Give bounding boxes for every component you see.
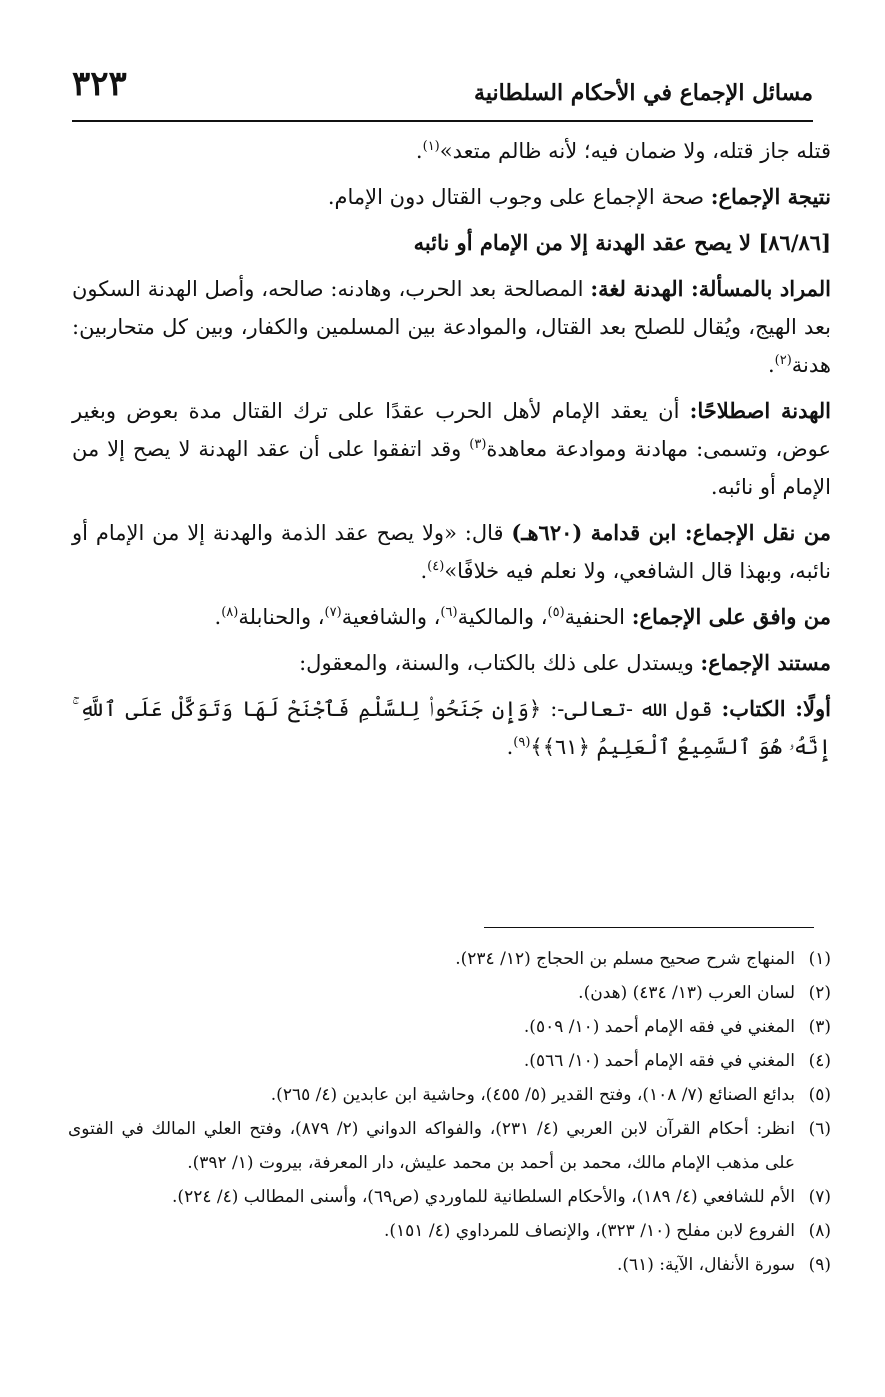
footnote-ref: (٣): [469, 437, 487, 452]
footnote-divider: [484, 927, 814, 928]
label: من وافق على الإجماع:: [631, 604, 831, 629]
footnote-number: (٤): [808, 1051, 831, 1071]
label: الهدنة لغة:: [590, 276, 691, 301]
text: قتله جاز قتله، ولا ضمان فيه؛ لأنه ظالم متعد»: [439, 139, 831, 163]
paragraph: [72, 392, 831, 506]
paragraph: قتله جاز قتله، ولا ضمان فيه؛ لأنه ظالم متعد»$^{(١)}$.: [415, 139, 831, 163]
text: ويستدل على ذلك بالكتاب، والسنة، والمعقول:: [299, 651, 701, 675]
text: ، والشافعية: [341, 605, 441, 629]
footnote-ref: (٢): [774, 353, 792, 368]
text: ، والمالكية: [457, 605, 548, 629]
footnote-ref: (٦): [440, 605, 458, 620]
footnote-number: (٧): [808, 1187, 831, 1207]
footnote-ref: (٤): [427, 559, 445, 574]
text: صحة الإجماع على وجوب القتال دون الإمام.: [327, 185, 711, 209]
label: نتيجة الإجماع:: [710, 184, 831, 209]
footnote: [68, 1010, 831, 1044]
label: من نقل الإجماع: ابن قدامة (٦٢٠هـ): [511, 520, 832, 545]
footnote-text: المغني في فقه الإمام أحمد (١٠/ ٥٦٦).: [523, 1051, 795, 1071]
paragraph: أولًا: الكتاب: قول الله -تعالى-: ﴿وَإِن جَنَحُوا۟ لِلسَّلْمِ فَٱجْنَحْ لَهَا وَتَوَكَّلْ عَلَى ٱللَّهِ ۚ إِنَّهُۥ هُوَ ٱلسَّمِيعُ ٱلْعَلِيمُ ﴿٦١﴾﴾$^{(٩)}$.: [72, 696, 831, 759]
footnote: [68, 1180, 831, 1214]
text: الحنفية: [564, 605, 632, 629]
footnote-ref: (١): [422, 139, 440, 154]
footnote: [68, 1112, 831, 1180]
footnote-text: لسان العرب (١٣/ ٤٣٤) (هدن).: [578, 983, 795, 1003]
footnote-text: سورة الأنفال، الآية: (٦١).: [616, 1255, 795, 1275]
text: وقد اتفقوا على أن عقد الهدنة لا يصح إلا من الإمام أو نائبه.: [72, 437, 831, 499]
footnote-text: المنهاج شرح صحيح مسلم بن الحجاج (١٢/ ٢٣٤).: [455, 949, 795, 969]
footnote-text: الفروع لابن مفلح (١٠/ ٣٢٣)، والإنصاف للمرداوي (٤/ ١٥١).: [383, 1221, 795, 1241]
footnote-number: (٥): [808, 1085, 831, 1105]
label: الهدنة اصطلاحًا:: [689, 398, 832, 423]
text: ، والحنابلة: [238, 605, 325, 629]
section-heading: [٨٦/٨٦] لا يصح عقد الهدنة إلا من الإمام أو نائبه: [413, 230, 831, 255]
quran-verse: قول الله -تعالى-: ﴿وَإِن جَنَحُوا۟ لِلسَّلْمِ فَٱجْنَحْ لَهَا وَتَوَكَّلْ عَلَى ٱللَّهِ ۚ إِنَّهُۥ هُوَ ٱلسَّمِيعُ ٱلْعَلِيمُ ﴿٦١﴾﴾: [72, 697, 831, 759]
text: أن يعقد الإمام لأهل الحرب عقدًا على ترك القتال مدة بعوض وبغير عوض، وتسمى: مهادنة وموادعة معاهدة: [72, 399, 832, 461]
footnote-ref: (٥): [547, 605, 565, 620]
footnote-text: المغني في فقه الإمام أحمد (١٠/ ٥٠٩).: [523, 1017, 795, 1037]
footnote-number: (١): [808, 949, 831, 969]
footnote: [68, 1248, 831, 1282]
paragraph: من نقل الإجماع: ابن قدامة (٦٢٠هـ) قال: «ولا يصح عقد الذمة والهدنة إلا من الإمام أو نائبه، وبهذا قال الشافعي، ولا نعلم فيه خلافًا»$^{(٤)}$.: [72, 520, 832, 583]
text: المصالحة بعد الحرب، وهادنه: صالحه، وأصل الهدنة السكون بعد الهيج، ويُقال للصلح بعد القتال، والموادعة بين المسلمين والكفار، وبين كل متحاربين: هدنة: [72, 277, 831, 377]
page-number: ٣٢٣: [72, 64, 127, 104]
footnote-text: الأم للشافعي (٤/ ١٨٩)، والأحكام السلطانية للماوردي (ص٦٩)، وأسنى المطالب (٤/ ٢٢٤).: [172, 1187, 795, 1207]
footnote: [68, 976, 831, 1010]
footnote-number: (٣): [808, 1017, 831, 1037]
paragraph: من وافق على الإجماع: الحنفية$^{(٥)}$، والمالكية$^{(٦)}$، والشافعية$^{(٧)}$، والحنابلة$^{(٨)}$.: [214, 604, 831, 629]
main-text: [72, 132, 831, 774]
footnote-number: (٦): [808, 1119, 831, 1139]
running-title: مسائل الإجماع في الأحكام السلطانية: [474, 80, 813, 106]
paragraph: المراد بالمسألة: الهدنة لغة: المصالحة بعد الحرب، وهادنه: صالحه، وأصل الهدنة السكون بعد الهيج، ويُقال للصلح بعد القتال، والموادعة بين المسلمين والكفار، وبين كل متحاربين: هدنة$^{(٢)}$.: [72, 276, 832, 377]
footnote: [68, 942, 831, 976]
footnote-text: انظر: أحكام القرآن لابن العربي (٤/ ٢٣١)، والفواكه الدواني (٢/ ٨٧٩)، وفتح العلي المالك في الفتوى على مذهب الإمام مالك، محمد بن أحمد بن محمد عليش، دار المعرفة، بيروت (١/ ٣٩٢).: [68, 1119, 796, 1173]
paragraph: [72, 178, 831, 216]
footnote-number: (٨): [808, 1221, 831, 1241]
footnote-ref: (٧): [324, 605, 342, 620]
footnote: [68, 1214, 831, 1248]
paragraph: [72, 644, 831, 682]
footnote-number: (٢): [808, 983, 831, 1003]
text: قال: «ولا يصح عقد الذمة والهدنة إلا من الإمام أو نائبه، وبهذا قال الشافعي، ولا نعلم فيه خلافًا»: [72, 521, 831, 583]
footnote: [68, 1044, 831, 1078]
footnote-ref: (٨): [221, 605, 239, 620]
footnote: [68, 1078, 831, 1112]
footnotes: [68, 942, 831, 1282]
footnote-text: بدائع الصنائع (٧/ ١٠٨)، وفتح القدير (٥/ ٤٥٥)، وحاشية ابن عابدين (٤/ ٢٦٥).: [270, 1085, 795, 1105]
label: أولًا: الكتاب:: [721, 696, 831, 721]
label: مستند الإجماع:: [700, 650, 831, 675]
page-header: [72, 58, 813, 122]
label: المراد بالمسألة:: [691, 276, 832, 301]
footnote-ref: (٩): [513, 735, 531, 750]
footnote-number: (٩): [808, 1255, 831, 1275]
